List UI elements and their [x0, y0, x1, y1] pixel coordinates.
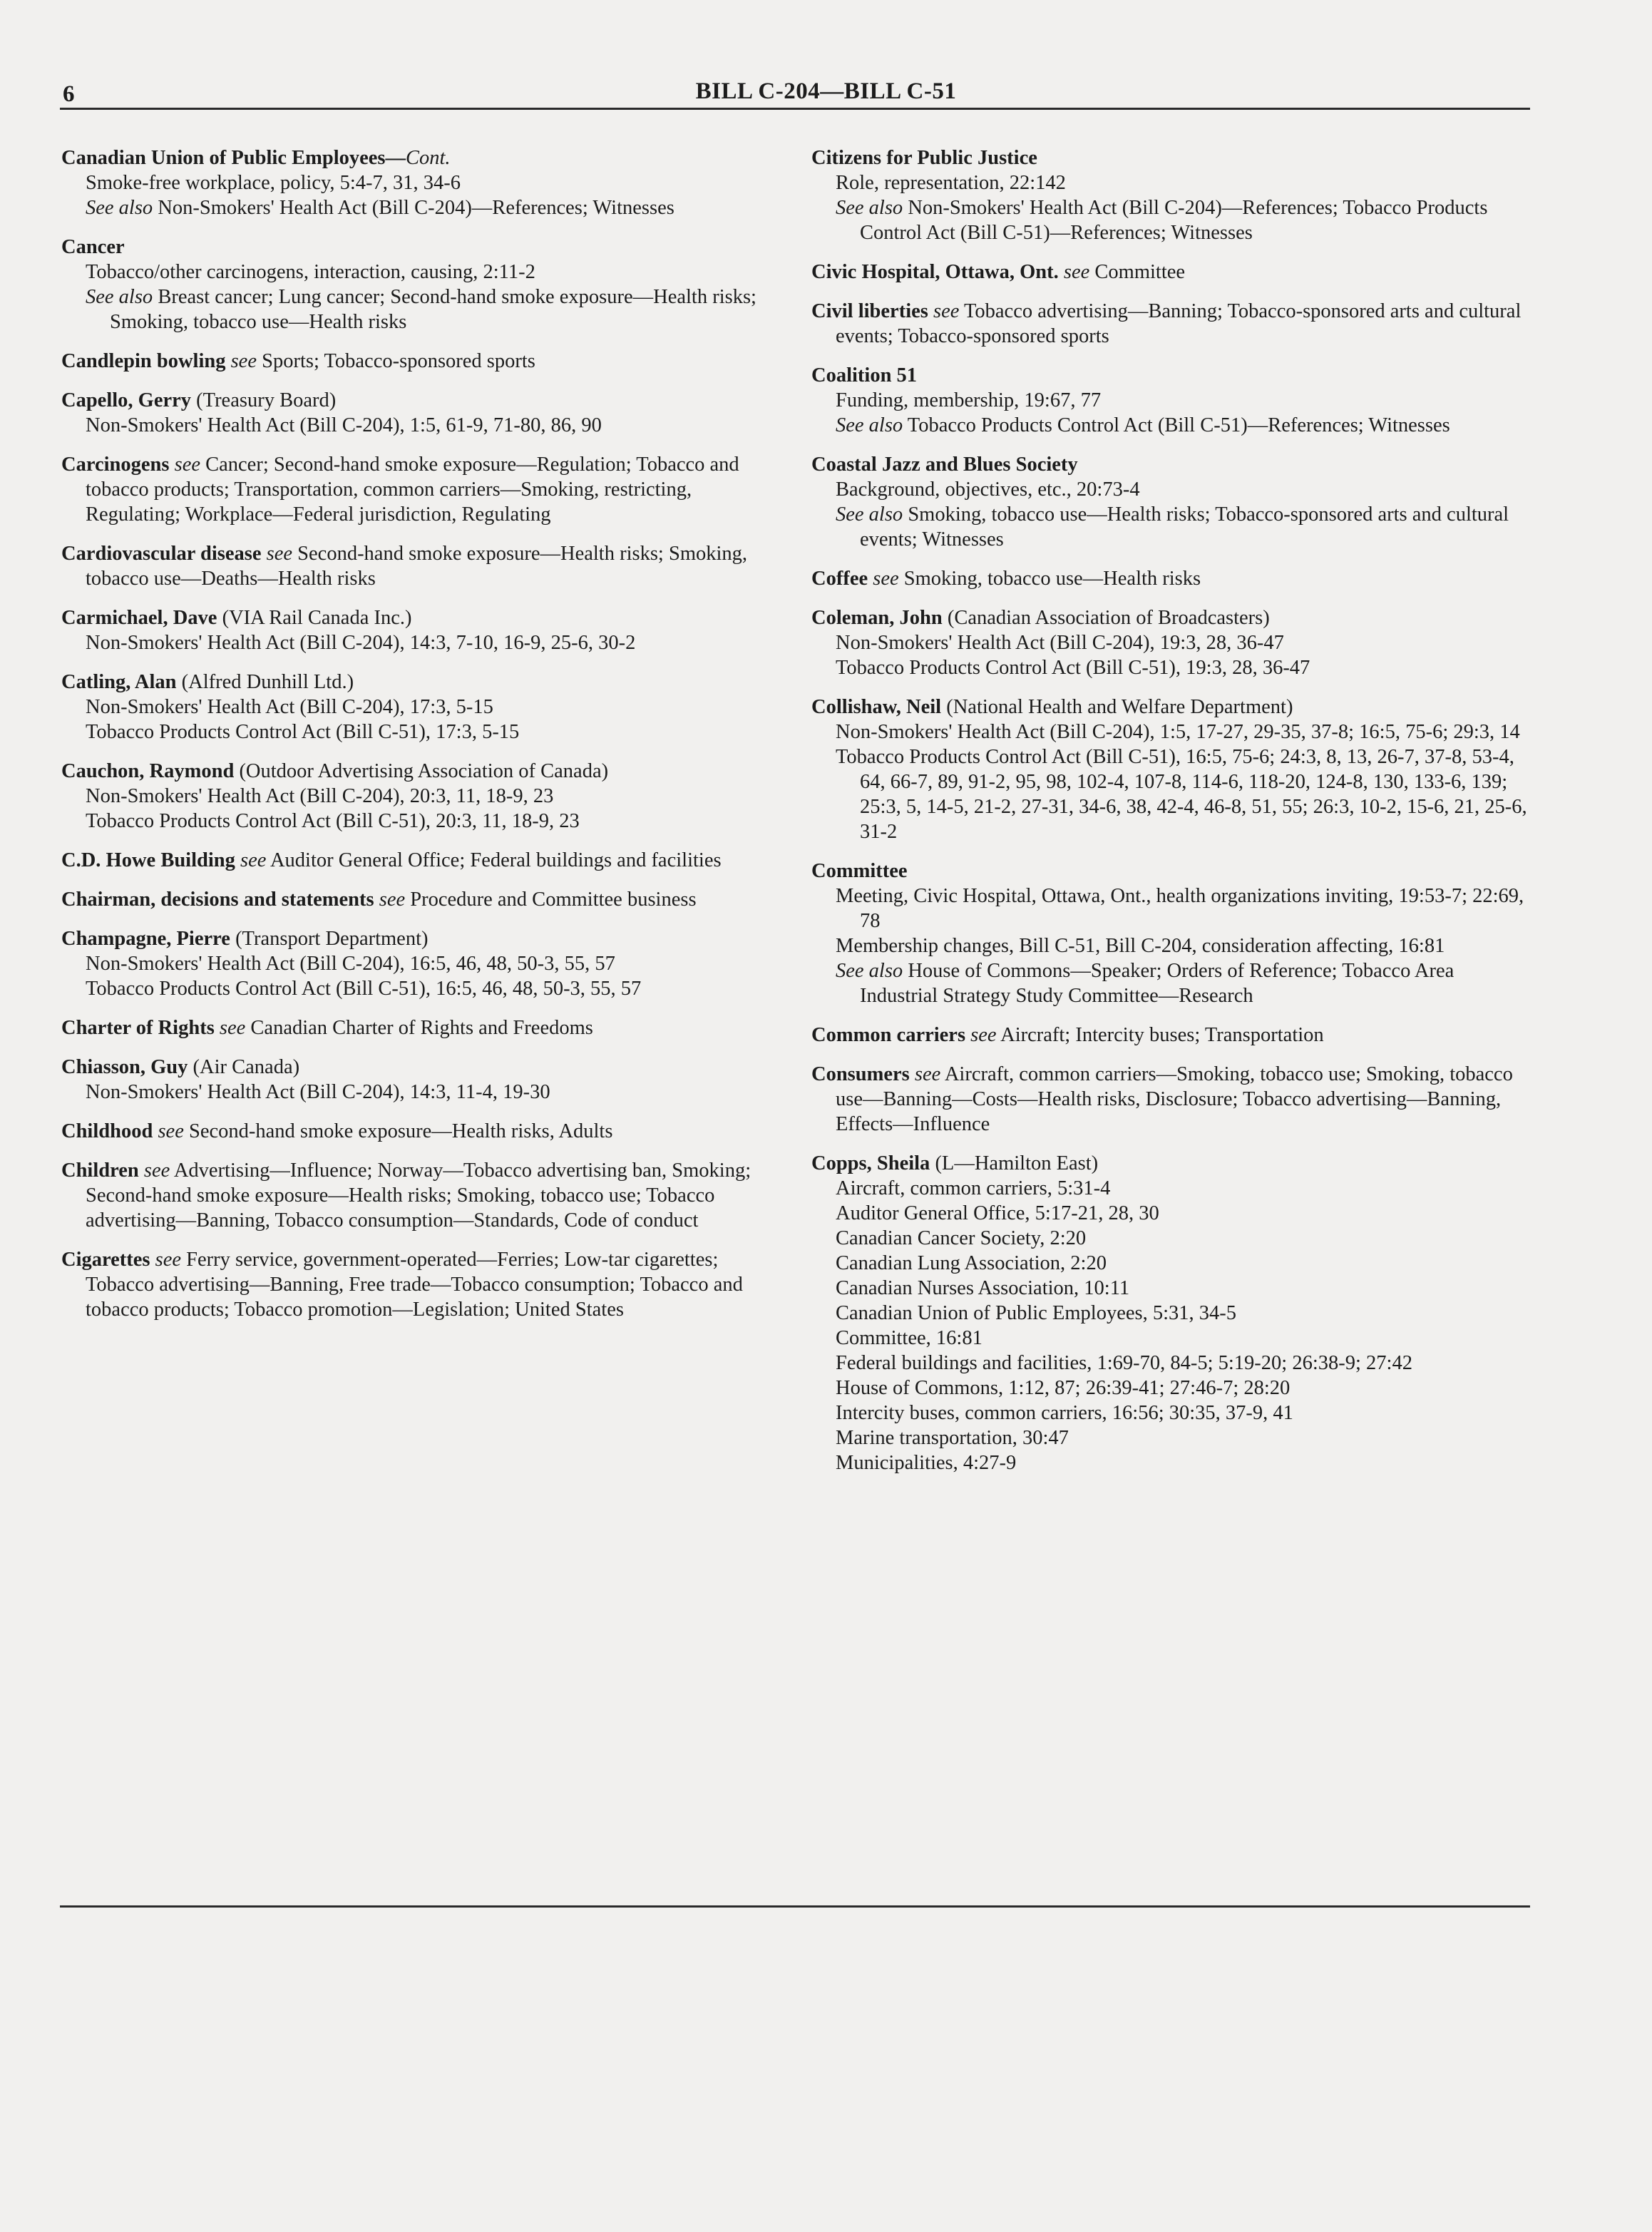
heading-detail: Smoking, tobacco use—Health risks	[898, 568, 1201, 590]
index-entry	[811, 363, 1532, 438]
index-subentry	[811, 1201, 1532, 1226]
see-reference: see	[150, 1249, 182, 1271]
heading-detail: (National Health and Welfare Department)	[941, 696, 1293, 718]
heading-detail: Tobacco advertising—Banning; Tobacco-sponsored arts and cultural events; Tobacco-sponsored sports	[836, 300, 1522, 347]
index-heading	[811, 695, 1532, 720]
subentry-text: Breast cancer; Lung cancer; Second-hand smoke exposure—Health risks; Smoking, tobacco use—Health risks	[110, 286, 756, 333]
index-subentry	[811, 958, 1532, 1008]
subentry-text: Non-Smokers' Health Act (Bill C-204), 14:3, 11-4, 19-30	[86, 1081, 550, 1103]
index-headword: Coleman, John	[811, 607, 943, 629]
index-subentry	[61, 951, 781, 976]
index-subentry	[811, 413, 1532, 438]
index-heading	[61, 605, 781, 630]
index-subentry	[811, 1301, 1532, 1326]
index-headword: Citizens for Public Justice	[811, 147, 1037, 169]
index-entry	[61, 541, 781, 591]
index-heading	[61, 1015, 781, 1040]
index-subentry	[811, 1376, 1532, 1401]
index-entry	[61, 1158, 781, 1233]
index-subentry	[811, 1401, 1532, 1425]
header-rule	[60, 108, 1530, 110]
index-subentry	[811, 933, 1532, 958]
index-heading	[61, 235, 781, 260]
see-also-label: See also	[836, 414, 903, 436]
subentry-text: Canadian Cancer Society, 2:20	[836, 1227, 1087, 1249]
index-heading	[811, 363, 1532, 388]
index-entry	[61, 388, 781, 438]
see-also-label: See also	[836, 197, 903, 219]
index-subentry	[811, 1226, 1532, 1251]
see-reference: see	[868, 568, 899, 590]
heading-detail: (Air Canada)	[188, 1056, 300, 1078]
index-entry	[811, 1151, 1532, 1475]
subentry-text: Background, objectives, etc., 20:73-4	[836, 478, 1140, 501]
index-entry	[811, 1023, 1532, 1048]
index-subentry	[61, 809, 781, 834]
subentry-text: Smoke-free workplace, policy, 5:4-7, 31, 34-6	[86, 172, 461, 194]
subentry-text: Canadian Nurses Association, 10:11	[836, 1277, 1130, 1299]
index-entry	[61, 145, 781, 220]
index-subentry	[61, 413, 781, 438]
index-heading	[61, 759, 781, 784]
heading-detail: (Canadian Association of Broadcasters)	[942, 607, 1270, 629]
index-entry	[61, 235, 781, 334]
see-reference: see	[214, 1017, 246, 1039]
index-subentry	[811, 502, 1532, 552]
see-reference: see	[1058, 261, 1090, 283]
index-headword: Coffee	[811, 568, 868, 590]
index-entry	[61, 887, 781, 912]
heading-detail: Aircraft; Intercity buses; Transportation	[996, 1024, 1324, 1046]
index-subentry	[61, 976, 781, 1001]
index-entry	[811, 145, 1532, 245]
subentry-text: Tobacco Products Control Act (Bill C-51), 16:5, 75-6; 24:3, 8, 13, 26-7, 37-8, 53-4, 64, 66-7, 89, 91-2, 95, 98, 102-4, 107-8, 114-6, 118-20, 124-8, 130, 133-6, 139; 25:3, 5, 14-5, 21-2, 27-31, 34-6, 38, 42-4, 46-8, 51, 55; 26:3, 10-2, 15-6, 21, 25-6, 31-2	[836, 746, 1527, 843]
index-headword: Chairman, decisions and statements	[61, 889, 374, 911]
heading-detail: Second-hand smoke exposure—Health risks, Adults	[183, 1120, 613, 1142]
heading-detail: Sports; Tobacco-sponsored sports	[256, 350, 535, 372]
index-headword: Cardiovascular disease	[61, 543, 262, 565]
subentry-text: Federal buildings and facilities, 1:69-70, 84-5; 5:19-20; 26:38-9; 27:42	[836, 1352, 1412, 1374]
subentry-text: Non-Smokers' Health Act (Bill C-204)—References; Tobacco Products Control Act (Bill C-51)—References; Witnesses	[860, 197, 1488, 244]
see-reference: see	[909, 1063, 941, 1085]
index-headword: Candlepin bowling	[61, 350, 226, 372]
index-subentry	[61, 720, 781, 744]
subentry-text: House of Commons—Speaker; Orders of Reference; Tobacco Area Industrial Strategy Study Committee—Research	[860, 960, 1455, 1007]
index-entry	[811, 260, 1532, 285]
subentry-text: Canadian Union of Public Employees, 5:31, 34-5	[836, 1302, 1236, 1324]
index-entry	[811, 299, 1532, 349]
heading-detail: Committee	[1089, 261, 1186, 283]
index-headword: Chiasson, Guy	[61, 1056, 188, 1078]
see-also-label: See also	[86, 286, 153, 308]
index-headword: Collishaw, Neil	[811, 696, 942, 718]
index-subentry	[61, 170, 781, 195]
subentry-text: Tobacco Products Control Act (Bill C-51), 17:3, 5-15	[86, 721, 520, 743]
heading-detail: Cancer; Second-hand smoke exposure—Regulation; Tobacco and tobacco products; Transportation, common carriers—Smoking, restricting, Regulating; Workplace—Federal jurisdiction, Regulating	[86, 454, 739, 526]
index-heading	[811, 1062, 1532, 1137]
index-subentry	[811, 195, 1532, 245]
heading-detail: Ferry service, government-operated—Ferries; Low-tar cigarettes; Tobacco advertising—Banning, Free trade—Tobacco consumption; Tobacco and tobacco products; Tobacco promotion—Legislation; United States	[86, 1249, 743, 1321]
running-title: BILL C-204—BILL C-51	[695, 78, 957, 104]
index-heading	[61, 887, 781, 912]
page-number: 6	[63, 81, 75, 107]
see-also-label: See also	[86, 197, 153, 219]
subentry-text: Intercity buses, common carriers, 16:56; 30:35, 37-9, 41	[836, 1402, 1293, 1424]
index-headword: Charter of Rights	[61, 1017, 215, 1039]
index-subentry	[61, 260, 781, 285]
see-also-label: See also	[836, 503, 903, 526]
subentry-text: Aircraft, common carriers, 5:31-4	[836, 1177, 1111, 1199]
index-headword: Civil liberties	[811, 300, 928, 322]
index-headword: Civic Hospital, Ottawa, Ont.	[811, 261, 1059, 283]
index-entry	[811, 1062, 1532, 1137]
heading-detail: (Treasury Board)	[191, 389, 337, 411]
index-entry	[811, 605, 1532, 680]
index-heading	[811, 1151, 1532, 1176]
index-entry	[61, 1015, 781, 1040]
index-subentry	[811, 744, 1532, 844]
index-subentry	[811, 1251, 1532, 1276]
index-heading	[811, 452, 1532, 477]
index-heading	[61, 452, 781, 527]
index-entry	[61, 605, 781, 655]
index-heading	[61, 388, 781, 413]
index-subentry	[61, 285, 781, 334]
index-heading	[61, 1119, 781, 1144]
subentry-text: Non-Smokers' Health Act (Bill C-204), 1:5, 17-27, 29-35, 37-8; 16:5, 75-6; 29:3, 14	[836, 721, 1520, 743]
see-reference: see	[374, 889, 406, 911]
subentry-text: Tobacco/other carcinogens, interaction, causing, 2:11-2	[86, 261, 535, 283]
index-headword: Consumers	[811, 1063, 910, 1085]
see-reference: see	[169, 454, 200, 476]
index-headword: Champagne, Pierre	[61, 928, 230, 950]
index-entry	[61, 1119, 781, 1144]
see-reference: see	[225, 350, 257, 372]
index-headword: Coastal Jazz and Blues Society	[811, 454, 1078, 476]
index-subentry	[811, 720, 1532, 744]
index-subentry	[811, 477, 1532, 502]
index-heading	[811, 1023, 1532, 1048]
index-entry	[61, 1055, 781, 1105]
index-entry	[61, 349, 781, 374]
heading-detail: (Alfred Dunhill Ltd.)	[176, 671, 354, 693]
index-heading	[61, 926, 781, 951]
subentry-text: Funding, membership, 19:67, 77	[836, 389, 1102, 411]
index-heading	[811, 145, 1532, 170]
index-headword: Carmichael, Dave	[61, 607, 217, 629]
subentry-text: Tobacco Products Control Act (Bill C-51), 20:3, 11, 18-9, 23	[86, 810, 580, 832]
subentry-text: Tobacco Products Control Act (Bill C-51), 16:5, 46, 48, 50-3, 55, 57	[86, 978, 642, 1000]
index-entry	[61, 670, 781, 744]
index-entry	[811, 695, 1532, 844]
subentry-text: Non-Smokers' Health Act (Bill C-204), 19:3, 28, 36-47	[836, 632, 1284, 654]
index-entry	[61, 926, 781, 1001]
heading-detail: Advertising—Influence; Norway—Tobacco advertising ban, Smoking; Second-hand smoke exposure—Health risks; Smoking, tobacco use; Tobacco advertising—Banning, Tobacco consumption—Standards, Code of conduct	[86, 1159, 751, 1232]
see-reference: see	[153, 1120, 184, 1142]
index-headword: Coalition 51	[811, 364, 918, 386]
heading-detail: Canadian Charter of Rights and Freedoms	[245, 1017, 593, 1039]
heading-detail: (L—Hamilton East)	[930, 1152, 1099, 1174]
index-subentry	[811, 1176, 1532, 1201]
heading-detail: Aircraft, common carriers—Smoking, tobacco use; Smoking, tobacco use—Banning—Costs—Health risks, Disclosure; Tobacco advertising—Banning, Effects—Influence	[836, 1063, 1513, 1135]
index-entry	[61, 1247, 781, 1322]
heading-detail: Auditor General Office; Federal buildings and facilities	[266, 849, 722, 871]
index-heading	[61, 1055, 781, 1080]
see-reference: see	[138, 1159, 170, 1182]
subentry-text: Tobacco Products Control Act (Bill C-51), 19:3, 28, 36-47	[836, 657, 1310, 679]
index-subentry	[811, 1425, 1532, 1450]
index-heading	[61, 1158, 781, 1233]
index-headword: Common carriers	[811, 1024, 966, 1046]
index-headword: Childhood	[61, 1120, 153, 1142]
subentry-text: Tobacco Products Control Act (Bill C-51)—References; Witnesses	[903, 414, 1450, 436]
index-heading	[61, 1247, 781, 1322]
index-subentry	[811, 1351, 1532, 1376]
index-entry	[61, 452, 781, 527]
subentry-text: Non-Smokers' Health Act (Bill C-204), 20:3, 11, 18-9, 23	[86, 785, 554, 807]
subentry-text: Committee, 16:81	[836, 1327, 983, 1349]
subentry-text: Non-Smokers' Health Act (Bill C-204), 14:3, 7-10, 16-9, 25-6, 30-2	[86, 632, 636, 654]
index-heading	[61, 848, 781, 873]
see-reference: Cont.	[406, 147, 451, 169]
left-column	[61, 145, 781, 1336]
index-headword: Cigarettes	[61, 1249, 150, 1271]
see-also-label: See also	[836, 960, 903, 982]
subentry-text: Municipalities, 4:27-9	[836, 1452, 1017, 1474]
index-heading	[811, 260, 1532, 285]
index-entry	[61, 848, 781, 873]
index-heading	[811, 566, 1532, 591]
index-entry	[811, 452, 1532, 552]
index-headword: Cancer	[61, 236, 125, 258]
see-reference: see	[965, 1024, 997, 1046]
index-entry	[811, 859, 1532, 1008]
index-entry	[61, 759, 781, 834]
index-subentry	[811, 884, 1532, 933]
heading-detail: Procedure and Committee business	[405, 889, 697, 911]
subentry-text: Non-Smokers' Health Act (Bill C-204), 17:3, 5-15	[86, 696, 493, 718]
heading-detail: Second-hand smoke exposure—Health risks; Smoking, tobacco use—Deaths—Health risks	[86, 543, 748, 590]
index-subentry	[61, 695, 781, 720]
subentry-text: Canadian Lung Association, 2:20	[836, 1252, 1107, 1274]
index-headword: Carcinogens	[61, 454, 170, 476]
index-subentry	[811, 630, 1532, 655]
index-heading	[811, 859, 1532, 884]
subentry-text: Marine transportation, 30:47	[836, 1427, 1069, 1449]
see-reference: see	[261, 543, 293, 565]
subentry-text: Auditor General Office, 5:17-21, 28, 30	[836, 1202, 1159, 1224]
see-reference: see	[235, 849, 267, 871]
heading-detail: (Transport Department)	[230, 928, 429, 950]
subentry-text: Non-Smokers' Health Act (Bill C-204), 16:5, 46, 48, 50-3, 55, 57	[86, 953, 615, 975]
subentry-text: Non-Smokers' Health Act (Bill C-204)—References; Witnesses	[153, 197, 674, 219]
index-headword: Copps, Sheila	[811, 1152, 930, 1174]
heading-detail: (VIA Rail Canada Inc.)	[217, 607, 412, 629]
footer-rule	[60, 1905, 1530, 1908]
index-headword: Cauchon, Raymond	[61, 760, 235, 782]
index-subentry	[811, 1450, 1532, 1475]
index-subentry	[811, 1276, 1532, 1301]
index-heading	[61, 541, 781, 591]
right-column	[811, 145, 1532, 1490]
index-subentry	[61, 784, 781, 809]
index-subentry	[811, 388, 1532, 413]
heading-detail: (Outdoor Advertising Association of Canada)	[234, 760, 609, 782]
index-heading	[61, 145, 781, 170]
index-subentry	[811, 170, 1532, 195]
subentry-text: House of Commons, 1:12, 87; 26:39-41; 27:46-7; 28:20	[836, 1377, 1291, 1399]
index-heading	[61, 349, 781, 374]
index-headword: Capello, Gerry	[61, 389, 192, 411]
subentry-text: Smoking, tobacco use—Health risks; Tobacco-sponsored arts and cultural events; Witnesses	[860, 503, 1509, 551]
subentry-text: Membership changes, Bill C-51, Bill C-204, consideration affecting, 16:81	[836, 935, 1445, 957]
index-subentry	[61, 1080, 781, 1105]
index-subentry	[811, 1326, 1532, 1351]
subentry-text: Role, representation, 22:142	[836, 172, 1066, 194]
index-heading	[61, 670, 781, 695]
index-headword: Children	[61, 1159, 139, 1182]
index-headword: Committee	[811, 860, 908, 882]
index-subentry	[61, 630, 781, 655]
subentry-text: Meeting, Civic Hospital, Ottawa, Ont., health organizations inviting, 19:53-7; 22:69, 78	[836, 885, 1524, 932]
index-subentry	[811, 655, 1532, 680]
index-headword: Canadian Union of Public Employees—	[61, 147, 406, 169]
index-subentry	[61, 195, 781, 220]
index-headword: Catling, Alan	[61, 671, 177, 693]
see-reference: see	[928, 300, 960, 322]
index-heading	[811, 299, 1532, 349]
subentry-text: Non-Smokers' Health Act (Bill C-204), 1:5, 61-9, 71-80, 86, 90	[86, 414, 602, 436]
index-heading	[811, 605, 1532, 630]
index-entry	[811, 566, 1532, 591]
index-headword: C.D. Howe Building	[61, 849, 235, 871]
